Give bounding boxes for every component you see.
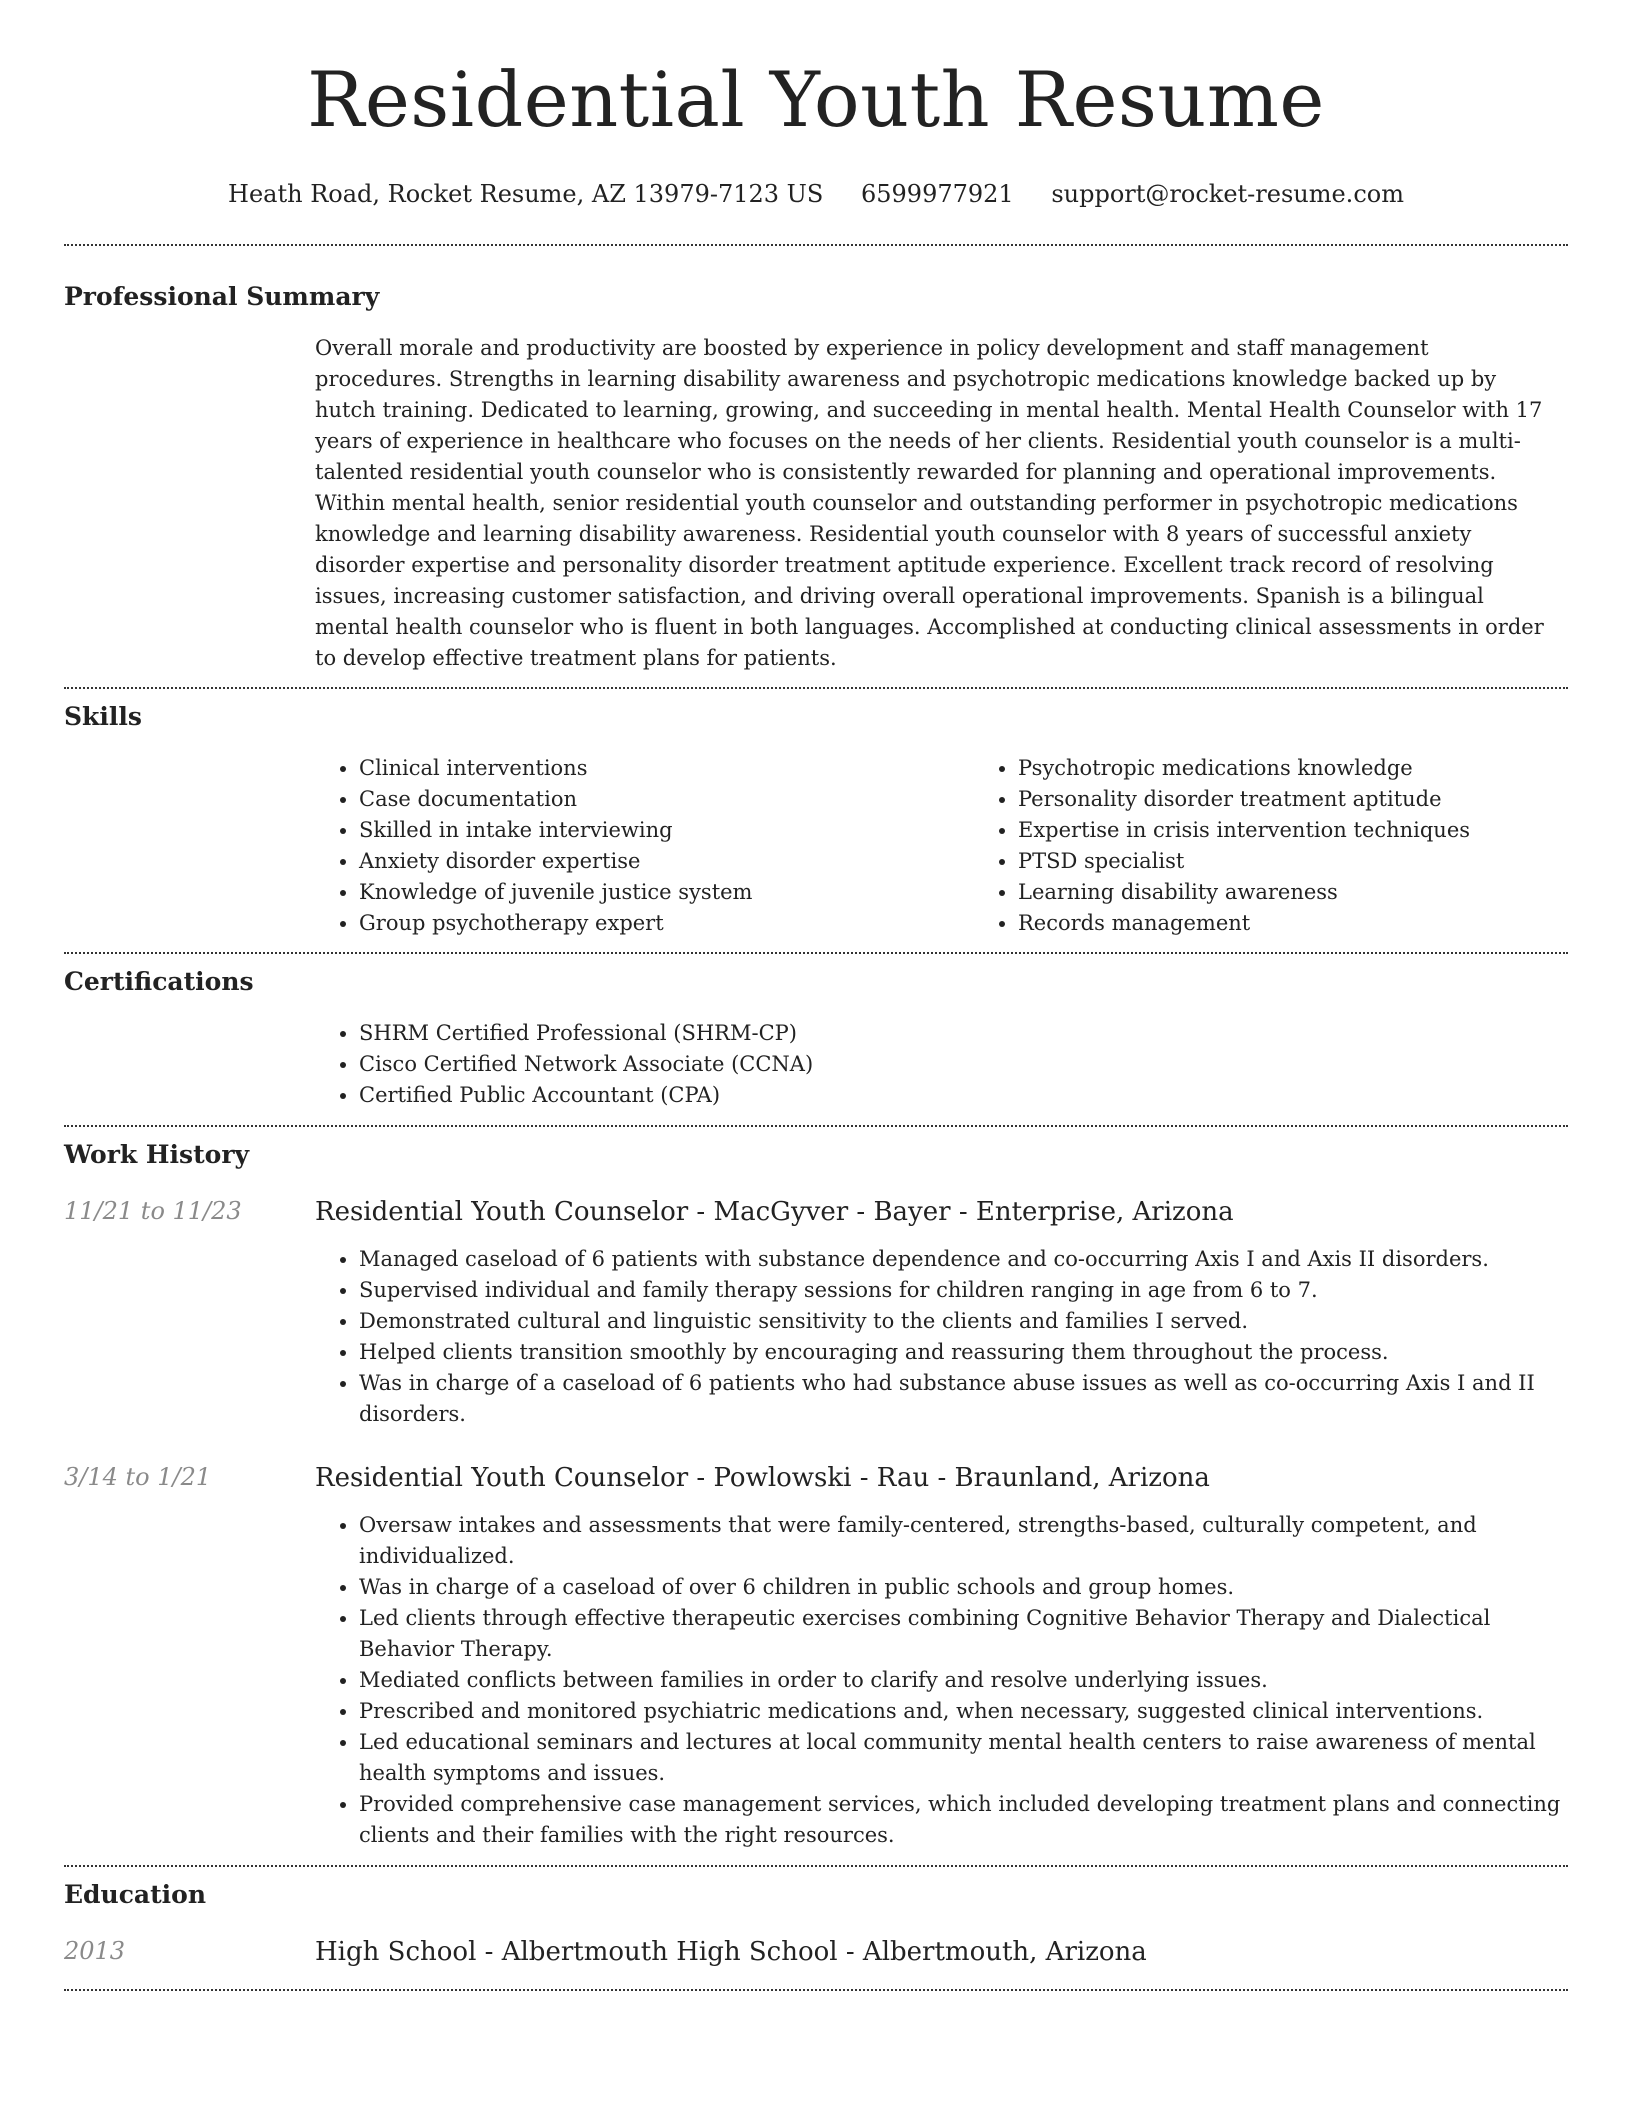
skill-item: • Skilled in intake interviewing bbox=[359, 815, 974, 846]
summary-section bbox=[64, 246, 1568, 674]
job-bullet: • Demonstrated cultural and linguistic sensitivity to the clients and families I served. bbox=[359, 1306, 1568, 1337]
section-heading-summary: Professional Summary bbox=[64, 282, 380, 311]
job-title bbox=[315, 1195, 1568, 1229]
job-details: - Powlowski - Rau - Braunland, Arizona bbox=[688, 1463, 1210, 1493]
job-entry bbox=[64, 1461, 1568, 1851]
section-heading-certifications: Certifications bbox=[64, 967, 254, 996]
skill-item: • Clinical interventions bbox=[359, 753, 974, 784]
education-title bbox=[315, 1935, 1568, 1969]
education-entry bbox=[64, 1935, 1568, 1969]
certifications-list bbox=[315, 1018, 1568, 1111]
job-bullet: • Was in charge of a caseload of over 6 children in public schools and group homes. bbox=[359, 1572, 1568, 1603]
contact-line bbox=[64, 178, 1568, 210]
job-dates: 11/21 to 11/23 bbox=[64, 1197, 242, 1225]
skill-item: • Personality disorder treatment aptitude bbox=[1018, 784, 1632, 815]
job-bullet: • Helped clients transition smoothly by encouraging and reassuring them throughout the process. bbox=[359, 1337, 1568, 1368]
skill-item: • Case documentation bbox=[359, 784, 974, 815]
job-details: - MacGyver - Bayer - Enterprise, Arizona bbox=[688, 1197, 1234, 1227]
divider bbox=[64, 1989, 1568, 1991]
education-details: - Albertmouth High School - Albertmouth, Arizona bbox=[476, 1937, 1147, 1967]
section-heading-work-history: Work History bbox=[64, 1140, 250, 1169]
job-bullet: • Provided comprehensive case management services, which included developing treatment plans and connecting clients and their families with the right resources. bbox=[359, 1789, 1568, 1851]
job-bullet: • Led clients through effective therapeutic exercises combining Cognitive Behavior Therapy and Dialectical Behavior Therapy. bbox=[359, 1603, 1568, 1665]
contact-email: support@rocket-resume.com bbox=[1051, 180, 1404, 208]
job-bullet: • Mediated conflicts between families in order to clarify and resolve underlying issues. bbox=[359, 1665, 1568, 1696]
section-heading-skills: Skills bbox=[64, 702, 142, 731]
education-degree: High School bbox=[315, 1937, 477, 1967]
section-heading-education: Education bbox=[64, 1880, 207, 1909]
skill-item: • Psychotropic medications knowledge bbox=[1018, 753, 1632, 784]
job-bullet: • Was in charge of a caseload of 6 patients who had substance abuse issues as well as co-occurring Axis I and II disorders. bbox=[359, 1368, 1568, 1430]
skill-item: • PTSD specialist bbox=[1018, 846, 1632, 877]
job-bullet: • Supervised individual and family therapy sessions for children ranging in age from 6 to 7. bbox=[359, 1275, 1568, 1306]
job-bullet: • Led educational seminars and lectures at local community mental health centers to raise awareness of mental health symptoms and issues. bbox=[359, 1727, 1568, 1789]
job-bullets bbox=[315, 1510, 1568, 1851]
job-dates: 3/14 to 1/21 bbox=[64, 1463, 212, 1491]
skill-item: • Anxiety disorder expertise bbox=[359, 846, 974, 877]
job-bullets bbox=[315, 1244, 1568, 1430]
certification-item: • SHRM Certified Professional (SHRM-CP) bbox=[359, 1018, 1568, 1049]
job-bullet: • Managed caseload of 6 patients with substance dependence and co-occurring Axis I and Axis II disorders. bbox=[359, 1244, 1568, 1275]
skill-item: • Expertise in crisis intervention techniques bbox=[1018, 815, 1632, 846]
certification-item: • Cisco Certified Network Associate (CCNA) bbox=[359, 1049, 1568, 1080]
resume-title: Residential Youth Resume bbox=[307, 55, 1325, 144]
job-entry bbox=[64, 1195, 1568, 1430]
skills-list-left bbox=[315, 753, 974, 939]
job-title bbox=[315, 1461, 1568, 1495]
skill-item: • Records management bbox=[1018, 908, 1632, 939]
skills-list-right bbox=[974, 753, 1632, 939]
job-bullet: • Oversaw intakes and assessments that were family-centered, strengths-based, culturally competent, and individualized. bbox=[359, 1510, 1568, 1572]
skill-item: • Knowledge of juvenile justice system bbox=[359, 877, 974, 908]
skill-item: • Learning disability awareness bbox=[1018, 877, 1632, 908]
job-role: Residential Youth Counselor bbox=[315, 1463, 689, 1493]
certification-item: • Certified Public Accountant (CPA) bbox=[359, 1080, 1568, 1111]
skills-section bbox=[64, 689, 1568, 939]
skill-item: • Group psychotherapy expert bbox=[359, 908, 974, 939]
summary-text: Overall morale and productivity are boosted by experience in policy development and staff management procedures. Strengths in learning disability awareness and psychotropic medications knowledge backed up by hutch training. Dedicated to learning, growing, and succeeding in mental health. Mental Health Counselor with 17 years of experience in healthcare who focuses on the needs of her clients. Residential youth counselor is a multi-talented residential youth counselor who is consistently rewarded for planning and operational improvements. Within mental health, senior residential youth counselor and outstanding performer in psychotropic medications knowledge and learning disability awareness. Residential youth counselor with 8 years of successful anxiety disorder expertise and personality disorder treatment aptitude experience. Excellent track record of resolving issues, increasing customer satisfaction, and driving overall operational improvements. Spanish is a bilingual mental health counselor who is fluent in both languages. Accomplished at conducting clinical assessments in order to develop effective treatment plans for patients. bbox=[315, 336, 1544, 670]
job-bullet: • Prescribed and monitored psychiatric medications and, when necessary, suggested clinical interventions. bbox=[359, 1696, 1568, 1727]
job-role: Residential Youth Counselor bbox=[315, 1197, 689, 1227]
education-section bbox=[64, 1867, 1568, 1969]
contact-address: Heath Road, Rocket Resume, AZ 13979-7123 US bbox=[228, 180, 824, 208]
work-history-section bbox=[64, 1127, 1568, 1851]
certifications-section bbox=[64, 954, 1568, 1111]
education-year: 2013 bbox=[64, 1937, 126, 1965]
contact-phone: 6599977921 bbox=[861, 180, 1014, 208]
